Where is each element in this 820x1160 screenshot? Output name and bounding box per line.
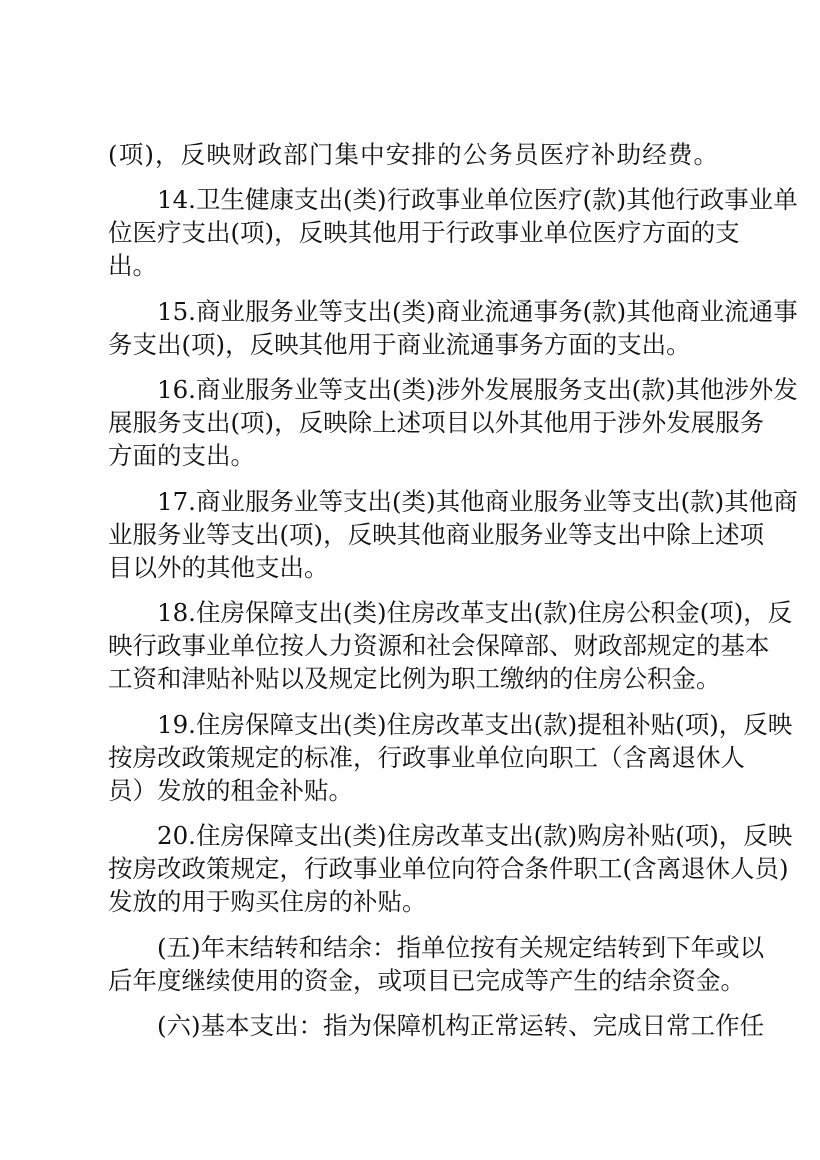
text-line: (项)，反映财政部门集中安排的公务员医疗补助经费。 — [108, 140, 718, 169]
text-line: 出。 — [108, 251, 157, 280]
text-line: 后年度继续使用的资金，或项目已完成等产生的结余资金。 — [108, 966, 745, 995]
text-line: 15.商业服务业等支出(类)商业流通事务(款)其他商业流通事 — [157, 297, 798, 326]
text-line: 员）发放的租金补贴。 — [108, 776, 353, 805]
text-line: 19.住房保障支出(类)住房改革支出(款)提租补贴(项)，反映 — [157, 710, 793, 739]
text-line: 映行政事业单位按人力资源和社会保障部、财政部规定的基本 — [108, 631, 770, 660]
text-line: 18.住房保障支出(类)住房改革支出(款)住房公积金(项)，反 — [157, 598, 793, 627]
text-line: 位医疗支出(项)，反映其他用于行政事业单位医疗方面的支 — [108, 218, 740, 247]
text-line: 方面的支出。 — [108, 441, 255, 470]
text-line: 16.商业服务业等支出(类)涉外发展服务支出(款)其他涉外发 — [157, 375, 798, 404]
text-line: 工资和津贴补贴以及规定比例为职工缴纳的住房公积金。 — [108, 664, 721, 693]
text-line: 20.住房保障支出(类)住房改革支出(款)购房补贴(项)，反映 — [157, 821, 793, 850]
text-line: 14.卫生健康支出(类)行政事业单位医疗(款)其他行政事业单 — [157, 185, 798, 214]
text-line: (五)年末结转和结余：指单位按有关规定结转到下年或以 — [157, 933, 765, 962]
text-line: (六)基本支出：指为保障机构正常运转、完成日常工作任 — [157, 1011, 765, 1040]
text-line: 展服务支出(项)，反映除上述项目以外其他用于涉外发展服务 — [108, 408, 765, 437]
text-line: 按房改政策规定，行政事业单位向符合条件职工(含离退休人员) — [108, 854, 789, 883]
text-line: 17.商业服务业等支出(类)其他商业服务业等支出(款)其他商 — [157, 487, 798, 516]
text-line: 目以外的其他支出。 — [108, 553, 329, 582]
text-line: 发放的用于购买住房的补贴。 — [108, 887, 427, 916]
text-line: 按房改政策规定的标准，行政事业单位向职工（含离退休人 — [108, 743, 745, 772]
text-line: 务支出(项)，反映其他用于商业流通事务方面的支出。 — [108, 330, 691, 359]
text-line: 业服务业等支出(项)，反映其他商业服务业等支出中除上述项 — [108, 520, 765, 549]
